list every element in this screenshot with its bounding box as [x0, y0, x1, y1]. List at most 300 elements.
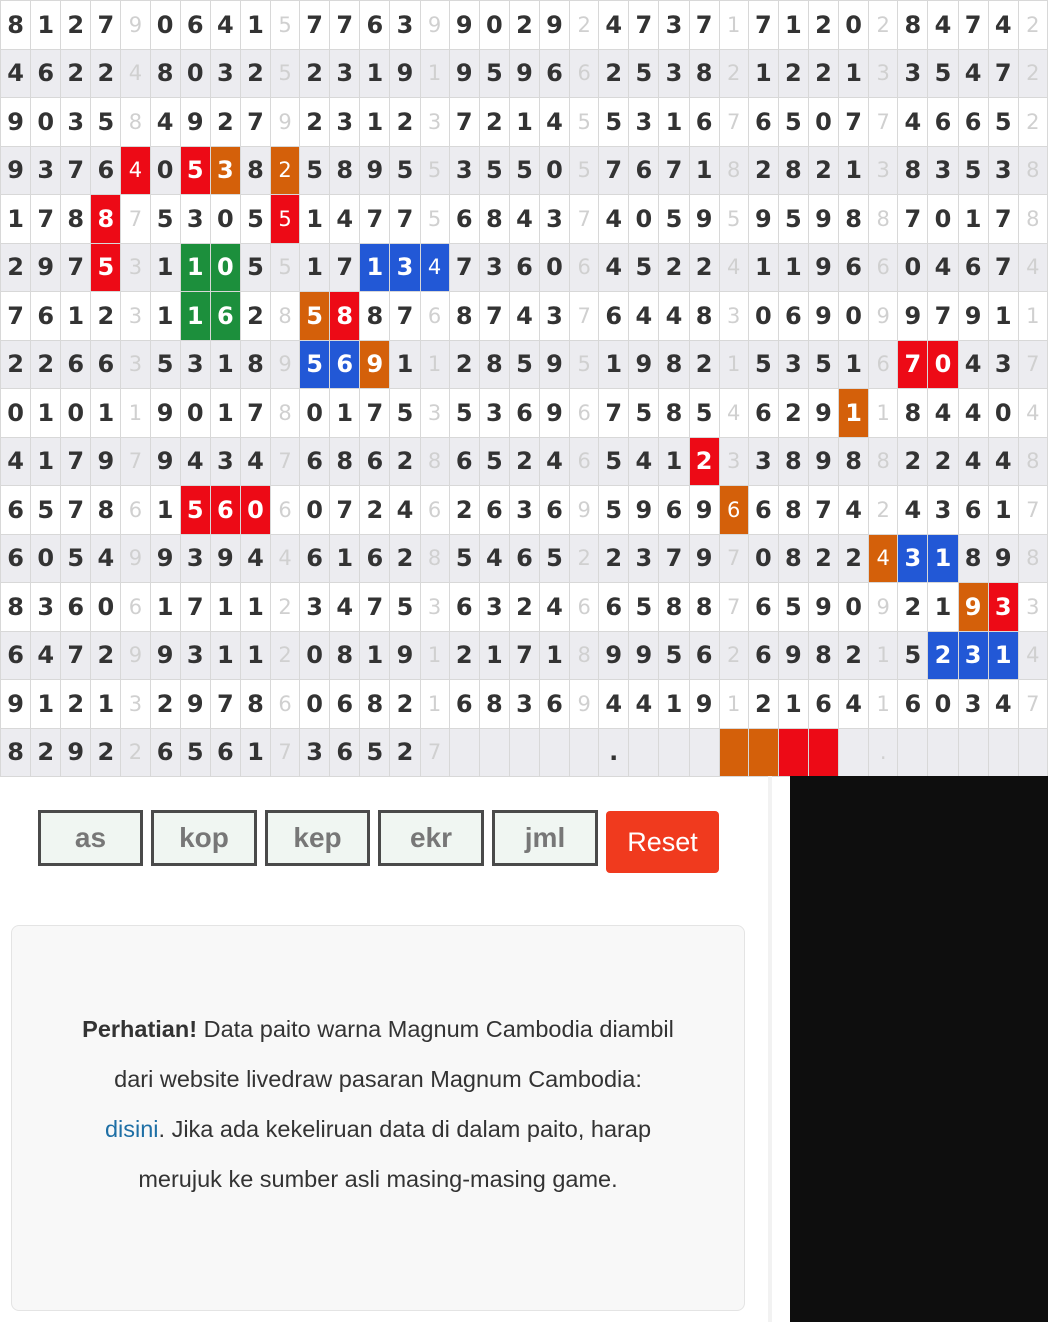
digit-cell[interactable] [898, 728, 928, 777]
digit-cell[interactable]: 5 [629, 49, 659, 98]
digit-cell[interactable]: 7 [988, 49, 1018, 98]
digit-cell[interactable]: 2 [509, 437, 539, 486]
digit-cell[interactable]: 7 [599, 146, 629, 195]
digit-cell[interactable]: 7 [360, 583, 390, 632]
digit-cell[interactable]: 9 [629, 486, 659, 535]
digit-cell[interactable]: 2 [390, 680, 420, 729]
digit-cell[interactable]: 8 [659, 389, 689, 438]
digit-cell[interactable]: 2 [928, 631, 958, 680]
digit-cell[interactable]: 5 [150, 195, 180, 244]
digit-cell[interactable]: 3 [958, 631, 988, 680]
digit-cell[interactable]: 0 [839, 292, 869, 341]
digit-cell[interactable]: 4 [988, 1, 1018, 50]
separator-cell[interactable]: 7 [1018, 486, 1047, 535]
separator-cell[interactable]: 3 [869, 146, 898, 195]
digit-cell[interactable]: 1 [150, 243, 180, 292]
digit-cell[interactable]: 8 [360, 680, 390, 729]
digit-cell[interactable]: 9 [180, 98, 210, 147]
digit-cell[interactable]: 8 [689, 49, 719, 98]
digit-cell[interactable]: 3 [659, 1, 689, 50]
digit-cell[interactable]: 7 [898, 340, 928, 389]
digit-cell[interactable]: 7 [390, 195, 420, 244]
digit-cell[interactable]: 6 [210, 728, 240, 777]
digit-cell[interactable]: 2 [898, 583, 928, 632]
digit-cell[interactable]: 7 [240, 389, 270, 438]
separator-cell[interactable]: 6 [121, 486, 150, 535]
digit-cell[interactable]: 5 [390, 583, 420, 632]
digit-cell[interactable]: 0 [300, 631, 330, 680]
digit-cell[interactable]: 4 [330, 583, 360, 632]
digit-cell[interactable] [839, 728, 869, 777]
digit-cell[interactable]: 4 [898, 486, 928, 535]
digit-cell[interactable]: 2 [1, 243, 31, 292]
separator-cell[interactable]: 2 [869, 486, 898, 535]
separator-cell[interactable]: 6 [719, 486, 748, 535]
digit-cell[interactable]: 8 [479, 195, 509, 244]
digit-cell[interactable]: 4 [150, 98, 180, 147]
digit-cell[interactable]: 3 [479, 389, 509, 438]
digit-cell[interactable]: 6 [449, 195, 479, 244]
digit-cell[interactable]: 8 [150, 49, 180, 98]
digit-cell[interactable]: 3 [390, 243, 420, 292]
digit-cell[interactable]: 4 [988, 437, 1018, 486]
digit-cell[interactable]: 4 [958, 49, 988, 98]
separator-cell[interactable]: 2 [1018, 98, 1047, 147]
digit-cell[interactable]: 6 [689, 631, 719, 680]
separator-cell[interactable]: 5 [570, 98, 599, 147]
digit-cell[interactable]: 5 [300, 146, 330, 195]
reset-button[interactable]: Reset [606, 811, 719, 873]
separator-cell[interactable]: 6 [570, 583, 599, 632]
separator-cell[interactable]: 7 [121, 195, 150, 244]
digit-cell[interactable]: 0 [91, 583, 121, 632]
digit-cell[interactable]: 9 [390, 49, 420, 98]
separator-cell[interactable]: 2 [1018, 49, 1047, 98]
digit-cell[interactable]: 3 [898, 534, 928, 583]
digit-cell[interactable]: 3 [31, 146, 61, 195]
separator-cell[interactable]: 1 [420, 680, 449, 729]
digit-cell[interactable]: 1 [210, 340, 240, 389]
digit-cell[interactable]: 8 [240, 680, 270, 729]
digit-cell[interactable]: 2 [689, 437, 719, 486]
digit-cell[interactable]: 0 [31, 534, 61, 583]
digit-cell[interactable]: 1 [659, 437, 689, 486]
digit-cell[interactable]: 8 [689, 583, 719, 632]
digit-cell[interactable]: 9 [1, 680, 31, 729]
digit-cell[interactable]: 5 [928, 49, 958, 98]
digit-cell[interactable]: 9 [988, 534, 1018, 583]
digit-cell[interactable]: 3 [748, 437, 778, 486]
separator-cell[interactable]: 7 [420, 728, 449, 777]
digit-cell[interactable]: 1 [300, 243, 330, 292]
digit-cell[interactable]: 8 [839, 437, 869, 486]
digit-cell[interactable]: 5 [91, 243, 121, 292]
digit-cell[interactable]: 3 [928, 146, 958, 195]
digit-cell[interactable]: 0 [150, 1, 180, 50]
jml-button[interactable]: jml [492, 810, 598, 866]
separator-cell[interactable]: 3 [121, 340, 150, 389]
digit-cell[interactable]: 3 [210, 146, 240, 195]
digit-cell[interactable]: 2 [808, 1, 838, 50]
digit-cell[interactable] [449, 728, 479, 777]
digit-cell[interactable]: 7 [659, 146, 689, 195]
digit-cell[interactable]: 0 [988, 389, 1018, 438]
separator-cell[interactable]: 8 [869, 195, 898, 244]
digit-cell[interactable]: 6 [958, 486, 988, 535]
digit-cell[interactable]: 2 [31, 728, 61, 777]
digit-cell[interactable]: 5 [599, 98, 629, 147]
digit-cell[interactable]: 4 [599, 195, 629, 244]
digit-cell[interactable]: 5 [778, 98, 808, 147]
separator-cell[interactable]: 2 [869, 1, 898, 50]
digit-cell[interactable]: 8 [839, 195, 869, 244]
digit-cell[interactable]: 7 [689, 1, 719, 50]
digit-cell[interactable]: 9 [91, 437, 121, 486]
digit-cell[interactable]: 7 [300, 1, 330, 50]
separator-cell[interactable]: 4 [719, 243, 748, 292]
separator-cell[interactable]: 2 [270, 583, 299, 632]
separator-cell[interactable]: 8 [420, 534, 449, 583]
digit-cell[interactable]: 1 [599, 340, 629, 389]
separator-cell[interactable]: 4 [121, 49, 150, 98]
digit-cell[interactable]: 7 [61, 486, 91, 535]
digit-cell[interactable]: 5 [539, 534, 569, 583]
separator-cell[interactable]: 4 [1018, 631, 1047, 680]
digit-cell[interactable]: 5 [300, 340, 330, 389]
digit-cell[interactable]: 6 [689, 98, 719, 147]
digit-cell[interactable]: 4 [958, 437, 988, 486]
digit-cell[interactable]: 7 [748, 1, 778, 50]
digit-cell[interactable]: 4 [839, 680, 869, 729]
separator-cell[interactable]: 7 [1018, 680, 1047, 729]
digit-cell[interactable] [928, 728, 958, 777]
digit-cell[interactable]: 4 [31, 631, 61, 680]
digit-cell[interactable]: 2 [91, 49, 121, 98]
digit-cell[interactable]: 9 [689, 195, 719, 244]
separator-cell[interactable]: 2 [270, 631, 299, 680]
digit-cell[interactable]: 2 [61, 1, 91, 50]
separator-cell[interactable]: 2 [719, 631, 748, 680]
digit-cell[interactable]: 9 [778, 631, 808, 680]
digit-cell[interactable]: 6 [659, 486, 689, 535]
digit-cell[interactable]: 7 [330, 486, 360, 535]
ekr-button[interactable]: ekr [378, 810, 484, 866]
digit-cell[interactable]: 3 [509, 680, 539, 729]
digit-cell[interactable]: 0 [928, 195, 958, 244]
separator-cell[interactable]: 1 [420, 49, 449, 98]
digit-cell[interactable]: 2 [240, 49, 270, 98]
digit-cell[interactable]: 2 [390, 534, 420, 583]
digit-cell[interactable]: 2 [390, 728, 420, 777]
digit-cell[interactable]: 5 [180, 728, 210, 777]
digit-cell[interactable]: 5 [808, 340, 838, 389]
separator-cell[interactable]: 2 [570, 1, 599, 50]
digit-cell[interactable]: 1 [1, 195, 31, 244]
digit-cell[interactable]: 0 [928, 340, 958, 389]
digit-cell[interactable]: 9 [150, 389, 180, 438]
separator-cell[interactable]: 7 [719, 583, 748, 632]
digit-cell[interactable]: 6 [539, 680, 569, 729]
digit-cell[interactable]: 7 [629, 1, 659, 50]
digit-cell[interactable]: 7 [808, 486, 838, 535]
separator-cell[interactable]: 7 [270, 437, 299, 486]
digit-cell[interactable]: 0 [1, 389, 31, 438]
separator-cell[interactable]: 6 [270, 486, 299, 535]
separator-cell[interactable]: 4 [719, 389, 748, 438]
digit-cell[interactable]: 2 [659, 243, 689, 292]
digit-cell[interactable]: 3 [629, 534, 659, 583]
digit-cell[interactable]: 7 [240, 98, 270, 147]
digit-cell[interactable]: 1 [748, 243, 778, 292]
digit-cell[interactable]: 1 [31, 680, 61, 729]
separator-cell[interactable]: 6 [869, 243, 898, 292]
digit-cell[interactable]: 5 [778, 195, 808, 244]
digit-cell[interactable]: 9 [629, 340, 659, 389]
digit-cell[interactable]: 3 [479, 583, 509, 632]
digit-cell[interactable]: 5 [479, 146, 509, 195]
digit-cell[interactable]: 6 [599, 292, 629, 341]
digit-cell[interactable]: 1 [31, 1, 61, 50]
separator-cell[interactable]: 7 [719, 534, 748, 583]
digit-cell[interactable]: 7 [958, 1, 988, 50]
digit-cell[interactable]: 1 [778, 1, 808, 50]
digit-cell[interactable]: 5 [240, 195, 270, 244]
digit-cell[interactable]: 8 [61, 195, 91, 244]
digit-cell[interactable]: 5 [390, 389, 420, 438]
separator-cell[interactable]: 6 [570, 49, 599, 98]
digit-cell[interactable] [958, 728, 988, 777]
digit-cell[interactable]: 6 [748, 631, 778, 680]
digit-cell[interactable]: 5 [509, 146, 539, 195]
digit-cell[interactable]: 4 [240, 534, 270, 583]
digit-cell[interactable]: 6 [748, 98, 778, 147]
separator-cell[interactable]: 3 [121, 680, 150, 729]
digit-cell[interactable]: 0 [748, 292, 778, 341]
digit-cell[interactable]: 4 [539, 98, 569, 147]
separator-cell[interactable]: 9 [570, 486, 599, 535]
digit-cell[interactable]: 9 [689, 534, 719, 583]
digit-cell[interactable]: 3 [390, 1, 420, 50]
digit-cell[interactable]: 2 [1, 340, 31, 389]
digit-cell[interactable]: 1 [360, 49, 390, 98]
digit-cell[interactable]: 9 [61, 728, 91, 777]
kop-button[interactable]: kop [151, 810, 257, 866]
digit-cell[interactable]: 6 [509, 243, 539, 292]
digit-cell[interactable]: 0 [61, 389, 91, 438]
digit-cell[interactable]: 3 [300, 728, 330, 777]
digit-cell[interactable]: 5 [659, 195, 689, 244]
digit-cell[interactable]: 7 [479, 292, 509, 341]
digit-cell[interactable]: 0 [180, 49, 210, 98]
digit-cell[interactable]: 5 [180, 146, 210, 195]
digit-cell[interactable]: 3 [509, 486, 539, 535]
digit-cell[interactable]: 7 [839, 98, 869, 147]
digit-cell[interactable]: 3 [449, 146, 479, 195]
separator-cell[interactable]: 4 [869, 534, 898, 583]
digit-cell[interactable]: 8 [1, 583, 31, 632]
digit-cell[interactable]: 3 [629, 98, 659, 147]
digit-cell[interactable]: 1 [659, 98, 689, 147]
digit-cell[interactable] [629, 728, 659, 777]
separator-cell[interactable] [1018, 728, 1047, 777]
digit-cell[interactable]: 7 [360, 195, 390, 244]
digit-cell[interactable]: 0 [210, 243, 240, 292]
digit-cell[interactable]: 6 [330, 680, 360, 729]
digit-cell[interactable]: 3 [210, 49, 240, 98]
separator-cell[interactable]: 8 [270, 389, 299, 438]
digit-cell[interactable]: 4 [839, 486, 869, 535]
digit-cell[interactable]: 5 [61, 534, 91, 583]
separator-cell[interactable]: 9 [270, 340, 299, 389]
separator-cell[interactable]: 5 [420, 146, 449, 195]
digit-cell[interactable]: 0 [808, 98, 838, 147]
digit-cell[interactable]: 4 [928, 1, 958, 50]
digit-cell[interactable]: 3 [31, 583, 61, 632]
digit-cell[interactable]: 2 [360, 486, 390, 535]
digit-cell[interactable]: 1 [31, 389, 61, 438]
digit-cell[interactable]: 4 [1, 49, 31, 98]
separator-cell[interactable]: 9 [121, 1, 150, 50]
digit-cell[interactable]: 0 [629, 195, 659, 244]
digit-cell[interactable] [539, 728, 569, 777]
digit-cell[interactable]: 5 [629, 389, 659, 438]
separator-cell[interactable]: 3 [121, 292, 150, 341]
digit-cell[interactable]: 2 [509, 583, 539, 632]
digit-cell[interactable]: 0 [31, 98, 61, 147]
separator-cell[interactable]: 8 [869, 437, 898, 486]
separator-cell[interactable]: 1 [719, 1, 748, 50]
digit-cell[interactable]: 2 [689, 243, 719, 292]
digit-cell[interactable]: 3 [539, 292, 569, 341]
digit-cell[interactable]: 2 [898, 437, 928, 486]
separator-cell[interactable]: 5 [270, 1, 299, 50]
digit-cell[interactable]: 9 [808, 292, 838, 341]
digit-cell[interactable]: 2 [748, 146, 778, 195]
digit-cell[interactable]: 1 [958, 195, 988, 244]
digit-cell[interactable]: 5 [449, 389, 479, 438]
digit-cell[interactable]: 1 [31, 437, 61, 486]
digit-cell[interactable]: 9 [808, 583, 838, 632]
digit-cell[interactable]: 4 [659, 292, 689, 341]
digit-cell[interactable]: 6 [928, 98, 958, 147]
digit-cell[interactable]: 3 [330, 49, 360, 98]
digit-cell[interactable]: 2 [31, 340, 61, 389]
digit-cell[interactable]: 7 [180, 583, 210, 632]
digit-cell[interactable]: 2 [839, 534, 869, 583]
digit-cell[interactable]: 8 [1, 728, 31, 777]
digit-cell[interactable]: 1 [689, 146, 719, 195]
digit-cell[interactable]: 4 [539, 583, 569, 632]
digit-cell[interactable]: 9 [958, 583, 988, 632]
separator-cell[interactable]: 7 [270, 728, 299, 777]
separator-cell[interactable]: 7 [121, 437, 150, 486]
digit-cell[interactable]: 8 [360, 292, 390, 341]
digit-cell[interactable]: 7 [61, 631, 91, 680]
separator-cell[interactable]: 2 [570, 534, 599, 583]
digit-cell[interactable]: 7 [449, 98, 479, 147]
digit-cell[interactable]: 1 [61, 292, 91, 341]
digit-cell[interactable]: 5 [300, 292, 330, 341]
digit-cell[interactable]: 4 [898, 98, 928, 147]
digit-cell[interactable]: 7 [330, 1, 360, 50]
digit-cell[interactable]: 3 [539, 195, 569, 244]
separator-cell[interactable]: 9 [570, 680, 599, 729]
separator-cell[interactable]: 3 [420, 389, 449, 438]
digit-cell[interactable]: 6 [898, 680, 928, 729]
digit-cell[interactable]: 2 [91, 728, 121, 777]
digit-cell[interactable]: 3 [330, 98, 360, 147]
digit-cell[interactable]: 5 [479, 49, 509, 98]
digit-cell[interactable]: 3 [180, 195, 210, 244]
digit-cell[interactable]: 7 [988, 243, 1018, 292]
separator-cell[interactable]: 7 [570, 195, 599, 244]
digit-cell[interactable]: 7 [659, 534, 689, 583]
digit-cell[interactable]: 9 [748, 195, 778, 244]
digit-cell[interactable]: 2 [509, 1, 539, 50]
separator-cell[interactable]: 4 [1018, 243, 1047, 292]
digit-cell[interactable]: 4 [509, 195, 539, 244]
separator-cell[interactable]: 9 [869, 583, 898, 632]
digit-cell[interactable]: 7 [91, 1, 121, 50]
digit-cell[interactable]: 1 [91, 680, 121, 729]
separator-cell[interactable]: 3 [121, 243, 150, 292]
separator-cell[interactable]: 1 [869, 680, 898, 729]
digit-cell[interactable]: 6 [958, 243, 988, 292]
digit-cell[interactable]: 1 [479, 631, 509, 680]
separator-cell[interactable]: 6 [270, 680, 299, 729]
digit-cell[interactable]: 2 [150, 680, 180, 729]
separator-cell[interactable]: 3 [420, 583, 449, 632]
separator-cell[interactable]: 4 [121, 146, 150, 195]
digit-cell[interactable]: 2 [808, 146, 838, 195]
digit-cell[interactable]: 6 [449, 680, 479, 729]
digit-cell[interactable]: 4 [988, 680, 1018, 729]
digit-cell[interactable]: 3 [778, 340, 808, 389]
separator-cell[interactable]: 7 [570, 292, 599, 341]
digit-cell[interactable]: 7 [360, 389, 390, 438]
digit-cell[interactable]: 6 [31, 49, 61, 98]
digit-cell[interactable]: 5 [479, 437, 509, 486]
digit-cell[interactable] [689, 728, 719, 777]
digit-cell[interactable]: 2 [839, 631, 869, 680]
digit-cell[interactable]: 5 [180, 486, 210, 535]
digit-cell[interactable]: 5 [390, 146, 420, 195]
separator-cell[interactable]: 7 [1018, 340, 1047, 389]
digit-cell[interactable]: 5 [599, 437, 629, 486]
digit-cell[interactable]: 9 [180, 680, 210, 729]
digit-cell[interactable]: 2 [808, 534, 838, 583]
digit-cell[interactable]: 8 [689, 292, 719, 341]
separator-cell[interactable]: 4 [270, 534, 299, 583]
digit-cell[interactable]: 1 [360, 631, 390, 680]
digit-cell[interactable]: 9 [1, 146, 31, 195]
digit-cell[interactable]: 5 [509, 340, 539, 389]
digit-cell[interactable]: 9 [599, 631, 629, 680]
digit-cell[interactable]: 4 [629, 292, 659, 341]
separator-cell[interactable]: 5 [420, 195, 449, 244]
digit-cell[interactable]: 8 [479, 680, 509, 729]
digit-cell[interactable]: 9 [360, 146, 390, 195]
digit-cell[interactable]: 1 [390, 340, 420, 389]
digit-cell[interactable]: 7 [61, 146, 91, 195]
separator-cell[interactable]: 8 [121, 98, 150, 147]
digit-cell[interactable]: 6 [748, 486, 778, 535]
digit-cell[interactable]: 1 [839, 146, 869, 195]
digit-cell[interactable]: 4 [180, 437, 210, 486]
digit-cell[interactable]: 8 [91, 195, 121, 244]
separator-cell[interactable] [719, 728, 748, 777]
digit-cell[interactable]: 5 [748, 340, 778, 389]
